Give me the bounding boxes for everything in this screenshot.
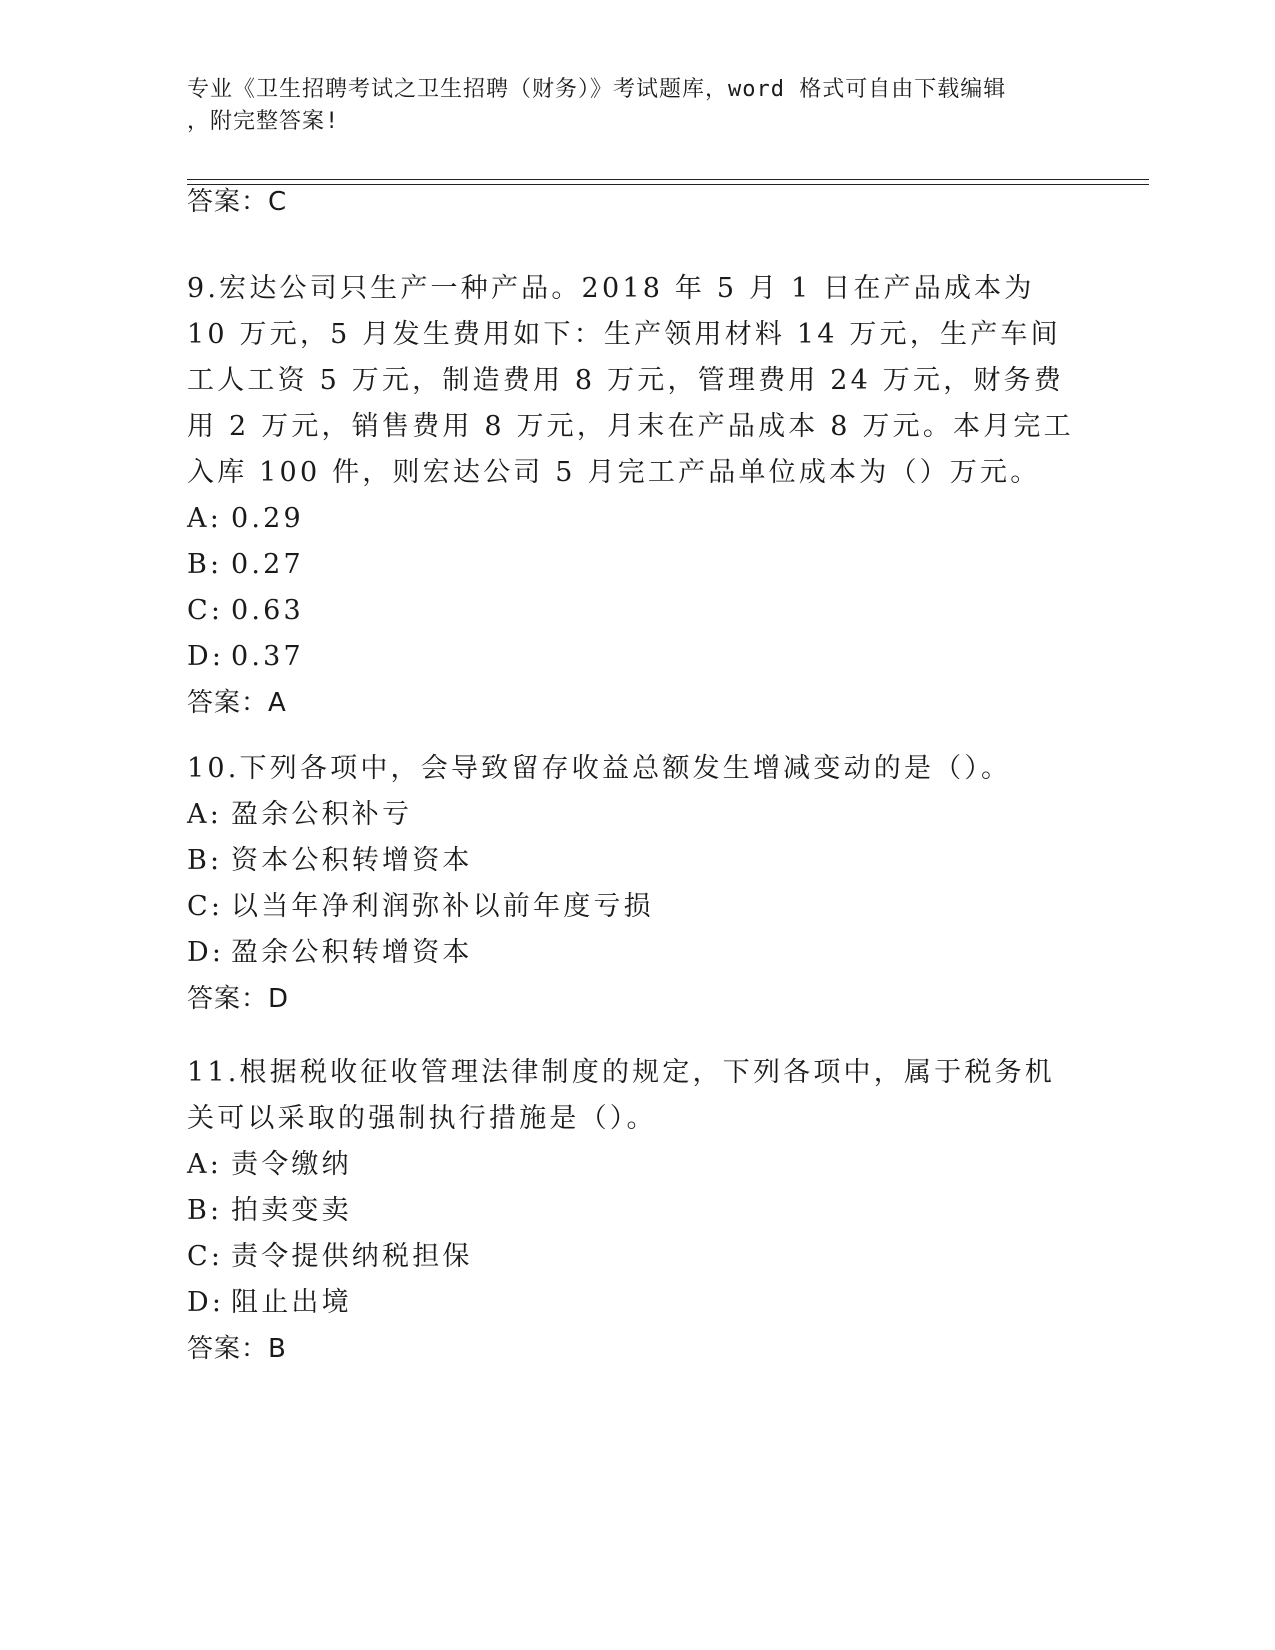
answer-value: D (268, 984, 290, 1014)
option-text: 0.37 (231, 641, 304, 672)
option-b (187, 1188, 1077, 1234)
answer-label: 答案： (187, 187, 269, 217)
option-text: 拍卖变卖 (231, 1195, 352, 1226)
option-letter: D: (187, 937, 225, 968)
question-9 (187, 266, 1077, 726)
option-letter: B: (187, 845, 223, 876)
option-b (187, 542, 1077, 588)
question-10 (187, 746, 1077, 1022)
document-header (187, 74, 1067, 138)
answer-label: 答案： (187, 1334, 269, 1364)
question-answer (187, 1326, 1077, 1372)
option-text: 阻止出境 (231, 1287, 352, 1318)
answer-value: A (268, 688, 287, 718)
option-letter: B: (187, 549, 223, 580)
option-letter: D: (187, 641, 225, 672)
option-text: 盈余公积转增资本 (231, 937, 473, 968)
option-d (187, 634, 1077, 680)
option-d (187, 1280, 1077, 1326)
option-d (187, 930, 1077, 976)
option-letter: C: (187, 891, 224, 922)
header-divider-top (187, 179, 1149, 180)
option-text: 0.29 (231, 503, 304, 534)
previous-answer (187, 182, 286, 222)
option-c (187, 1234, 1077, 1280)
question-text: 11.根据税收征收管理法律制度的规定，下列各项中，属于税务机关可以采取的强制执行措施是（）。 (187, 1057, 1055, 1134)
header-line-1: 专业《卫生招聘考试之卫生招聘（财务）》考试题库，word 格式可自由下载编辑 (187, 77, 1007, 102)
header-line-2: ，附完整答案! (187, 109, 340, 134)
question-text: 10.下列各项中，会导致留存收益总额发生增减变动的是（）。 (187, 753, 1012, 784)
option-c (187, 884, 1077, 930)
option-text: 资本公积转增资本 (231, 845, 473, 876)
question-answer (187, 976, 1077, 1022)
option-text: 责令缴纳 (231, 1149, 352, 1180)
option-letter: A: (187, 503, 222, 534)
option-text: 以当年净利润弥补以前年度亏损 (231, 891, 654, 922)
option-letter: C: (187, 595, 224, 626)
question-text: 9.宏达公司只生产一种产品。2018 年 5 月 1 日在产品成本为 10 万元，5 月发生费用如下：生产领用材料 14 万元，生产车间工人工资 5 万元，制造费用 8 万元，管理费用 24 万元，财务费用 2 万元，销售费用 8 万元，月末在产品成本 8 万元。本月完工入库 100 件，则宏达公司 5 月完工产品单位成本为（）万元。 (187, 273, 1074, 488)
option-letter: A: (187, 799, 222, 830)
question-answer (187, 680, 1077, 726)
option-letter: A: (187, 1149, 222, 1180)
answer-label: 答案： (187, 984, 269, 1014)
option-text: 责令提供纳税担保 (231, 1241, 473, 1272)
answer-label: 答案： (187, 688, 269, 718)
option-letter: C: (187, 1241, 224, 1272)
option-letter: B: (187, 1195, 223, 1226)
question-11 (187, 1050, 1077, 1372)
option-text: 0.27 (231, 549, 304, 580)
option-c (187, 588, 1077, 634)
option-a (187, 792, 1077, 838)
answer-value: C (268, 187, 287, 217)
answer-value: B (268, 1334, 287, 1364)
header-divider-bottom (187, 184, 1149, 185)
option-text: 0.63 (231, 595, 304, 626)
option-letter: D: (187, 1287, 225, 1318)
option-a (187, 1142, 1077, 1188)
option-text: 盈余公积补亏 (231, 799, 413, 830)
option-a (187, 496, 1077, 542)
option-b (187, 838, 1077, 884)
